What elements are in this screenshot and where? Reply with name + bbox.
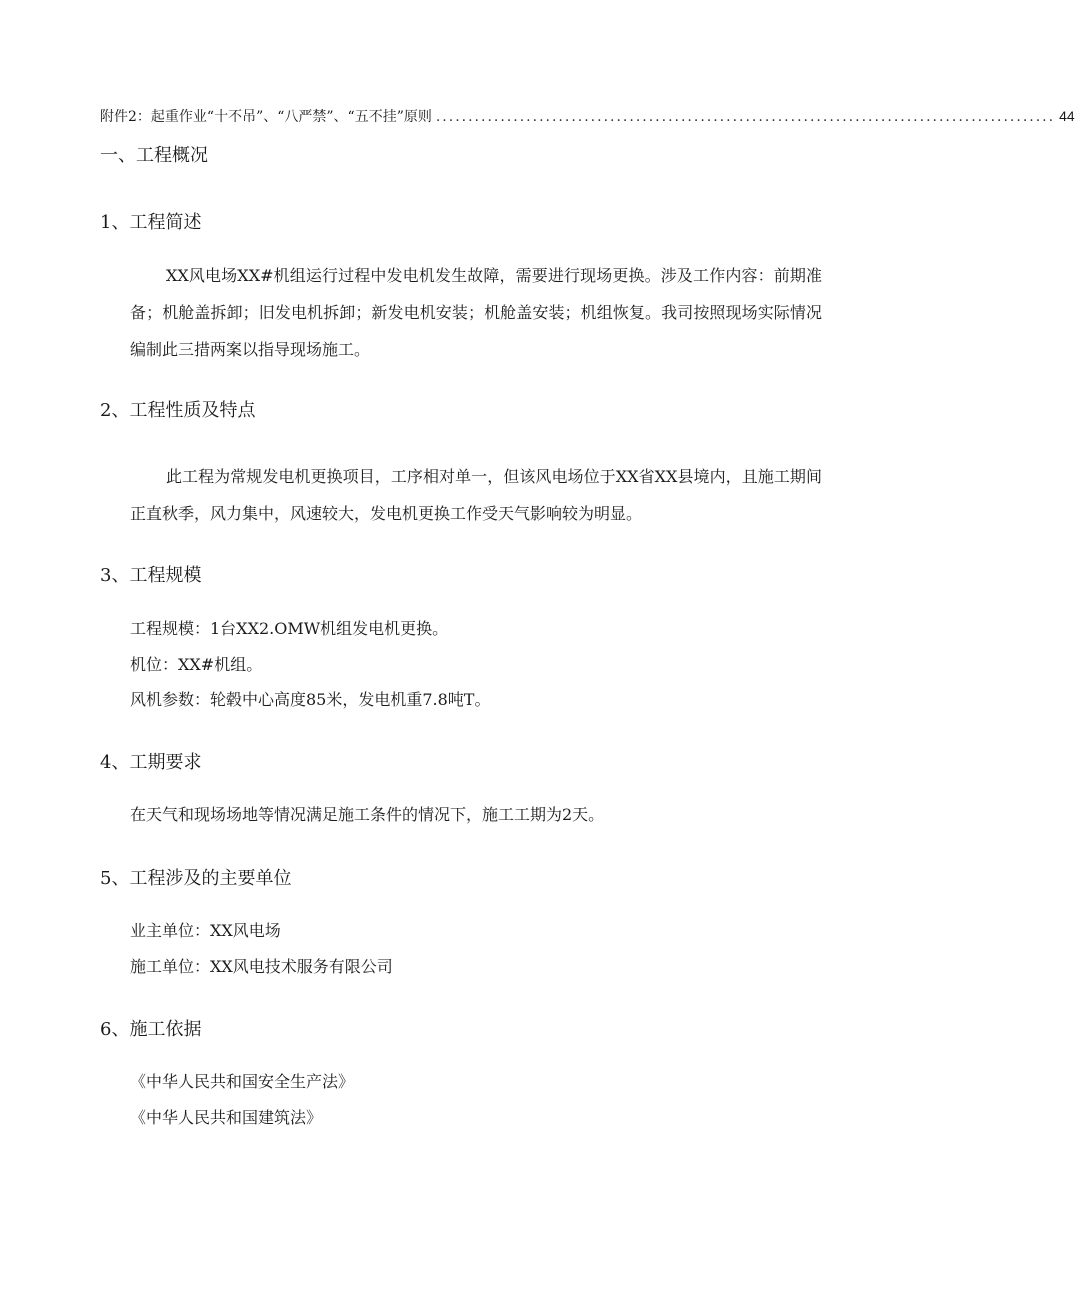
schedule-line: 在天气和现场场地等情况满足施工条件的情况下，施工工期为2天。: [130, 805, 605, 824]
scale-line: 工程规模：1台XX2.OMW机组发电机更换。: [130, 619, 449, 638]
toc-page-number: 44: [1059, 108, 1075, 124]
heading-schedule: 4、工期要求: [100, 752, 202, 773]
heading-nature: 2、工程性质及特点: [100, 400, 256, 421]
heading-overview: 1、工程简述: [100, 212, 202, 233]
section-title: 一、工程概况: [100, 145, 208, 166]
law-safety-production: 《中华人民共和国安全生产法》: [130, 1072, 355, 1091]
heading-units: 5、工程涉及的主要单位: [100, 868, 292, 889]
paragraph-overview: XX风电场XX#机组运行过程中发电机发生故障，需要进行现场更换。涉及工作内容：前期准备；机舱盖拆卸；旧发电机拆卸；新发电机安装；机舱盖安装；机组恢复。我司按照现场实际情况编制此三措两案以指导现场施工。: [130, 266, 822, 359]
owner-unit-line: 业主单位：XX风电场: [130, 921, 281, 940]
law-construction: 《中华人民共和国建筑法》: [130, 1108, 323, 1127]
paragraph-nature: 此工程为常规发电机更换项目，工序相对单一，但该风电场位于XX省XX县境内，且施工期间正直秋季，风力集中，风速较大，发电机更换工作受天气影响较为明显。: [130, 467, 822, 523]
construction-unit-line: 施工单位：XX风电技术服务有限公司: [130, 957, 393, 976]
toc-entry[interactable]: [100, 106, 1075, 127]
toc-entry-title: 附件2：起重作业“十不吊”、“八严禁”、“五不挂”原则: [100, 109, 432, 125]
position-line: 机位：XX#机组。: [130, 655, 263, 674]
heading-basis: 6、施工依据: [100, 1019, 202, 1040]
turbine-params-line: 风机参数：轮毂中心高度85米，发电机重7.8吨T。: [130, 690, 491, 709]
toc-leader-dots: ................................................................................................: [435, 109, 1056, 125]
heading-scale: 3、工程规模: [100, 565, 202, 586]
